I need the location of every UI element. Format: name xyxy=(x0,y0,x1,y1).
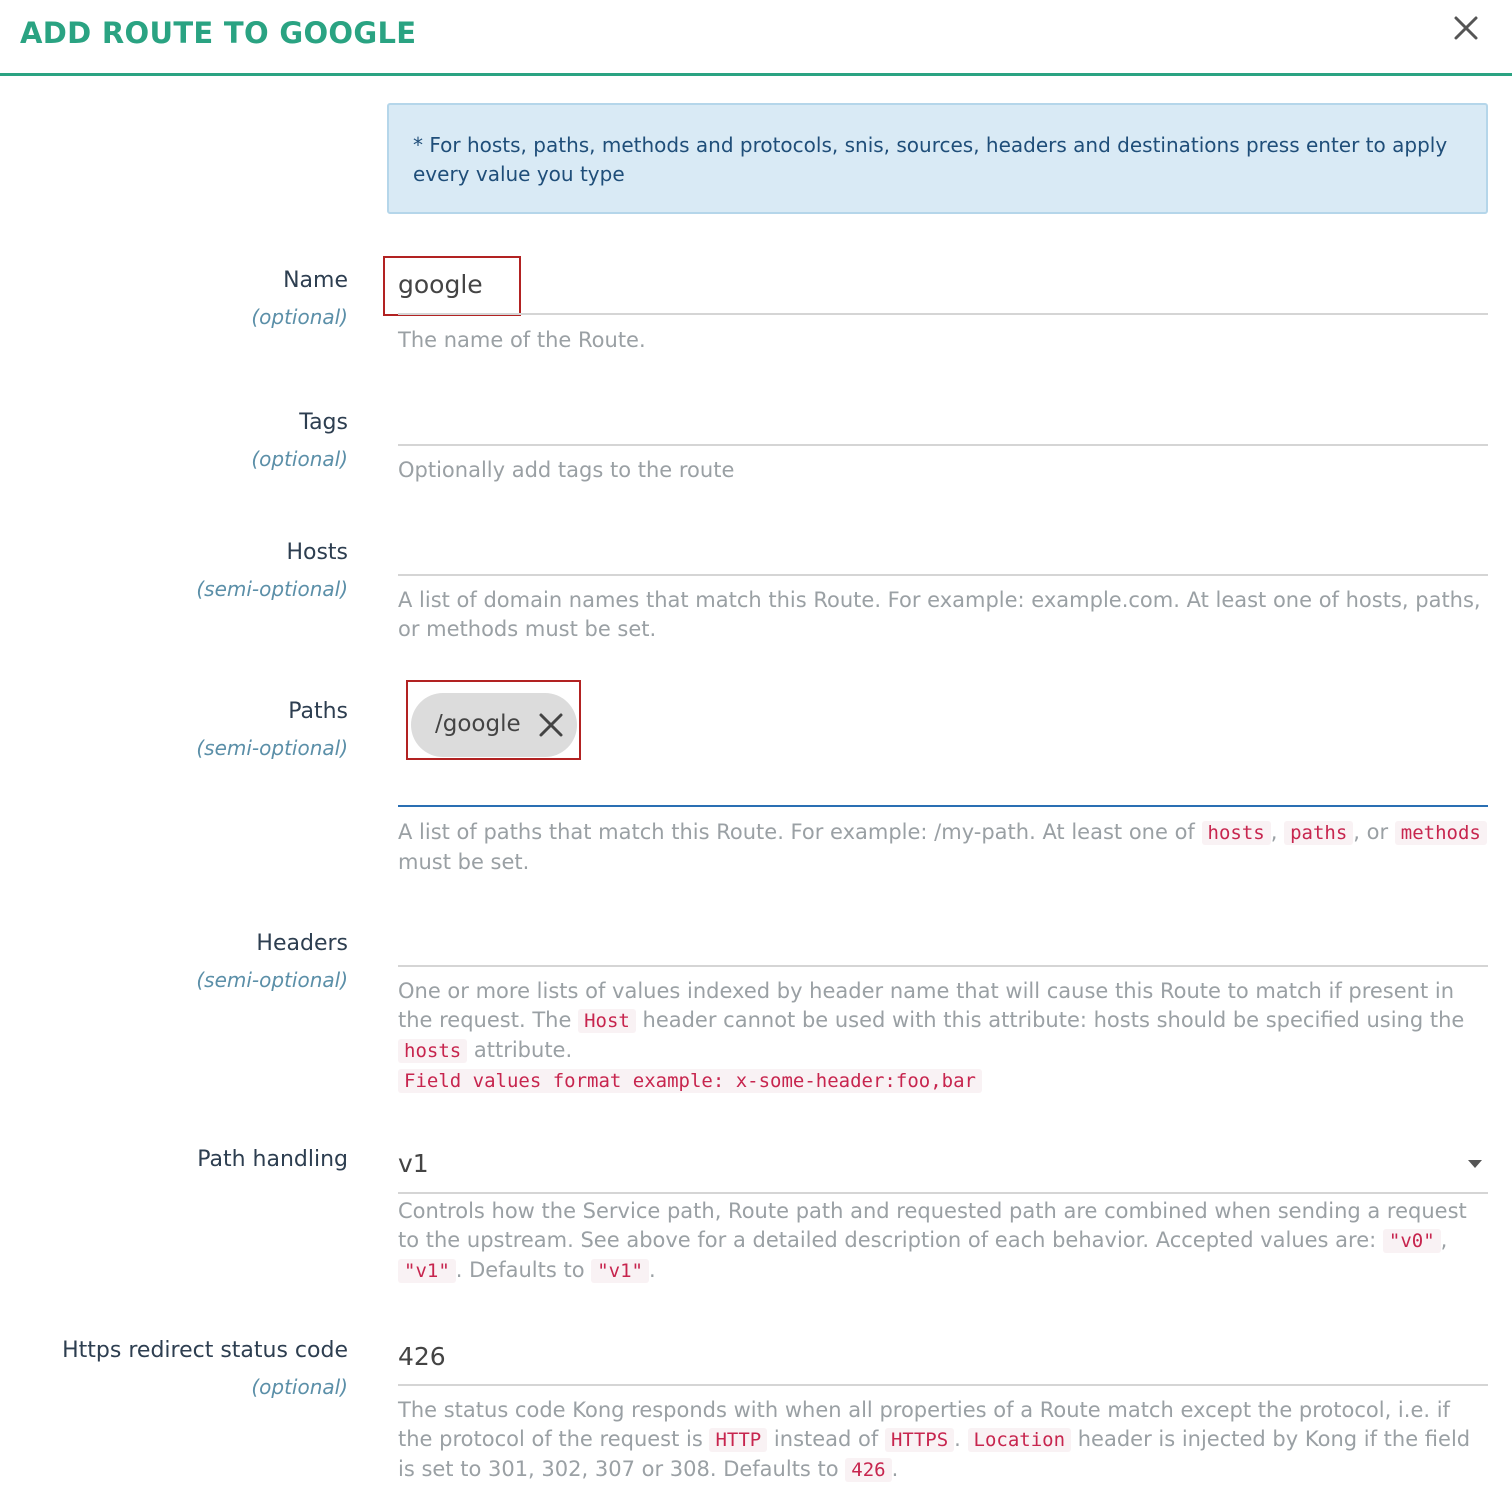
path-handling-help: Controls how the Service path, Route path and requested path are combined when sending a request to the upstream. See above for a detailed description of each behavior. Accepted values are: "v0" , "v1" . Defaults to "v1" . xyxy=(398,1199,1467,1282)
hosts-underline xyxy=(398,574,1488,576)
dialog-header xyxy=(0,0,1512,76)
code-hosts: hosts xyxy=(398,1039,467,1063)
code-paths: paths xyxy=(1284,821,1353,845)
name-help: The name of the Route. xyxy=(398,328,646,352)
code-v0: "v0" xyxy=(1383,1229,1441,1253)
paths-help: A list of paths that match this Route. For example: /my-path. At least one of hosts , paths , or methods must be set. xyxy=(398,818,1488,877)
tags-label: Tags xyxy=(299,410,348,435)
code-location: Location xyxy=(968,1428,1072,1452)
tags-underline xyxy=(398,444,1488,446)
dialog-title: ADD ROUTE TO GOOGLE xyxy=(20,16,417,50)
path-handling-label: Path handling xyxy=(197,1147,348,1172)
tags-input[interactable] xyxy=(398,405,1488,441)
paths-underline xyxy=(398,805,1488,807)
path-handling-select[interactable]: v1 xyxy=(398,1149,429,1178)
path-handling-underline xyxy=(398,1192,1488,1194)
tags-optional: (optional) xyxy=(251,447,348,471)
code-v1: "v1" xyxy=(398,1259,456,1283)
info-alert: * For hosts, paths, methods and protocols, snis, sources, headers and destinations press enter to apply every value you type xyxy=(387,103,1488,214)
hosts-semi-optional: (semi-optional) xyxy=(196,577,348,601)
hosts-input[interactable] xyxy=(398,535,1488,571)
code-http: HTTP xyxy=(709,1428,767,1452)
tags-help: Optionally add tags to the route xyxy=(398,458,735,482)
code-hosts: hosts xyxy=(1202,821,1271,845)
https-redirect-input[interactable]: 426 xyxy=(398,1342,446,1371)
path-chip[interactable] xyxy=(411,693,577,757)
code-https: HTTPS xyxy=(885,1428,954,1452)
close-icon[interactable] xyxy=(1448,10,1484,46)
code-426: 426 xyxy=(845,1458,891,1482)
path-chip-label: /google xyxy=(435,711,521,737)
code-host: Host xyxy=(578,1009,636,1033)
headers-input[interactable] xyxy=(398,926,1488,962)
headers-label: Headers xyxy=(256,931,348,956)
headers-underline xyxy=(398,965,1488,967)
https-redirect-label: Https redirect status code xyxy=(62,1338,348,1363)
code-methods: methods xyxy=(1395,821,1487,845)
name-highlight xyxy=(383,256,521,316)
name-underline xyxy=(398,313,1488,315)
https-redirect-optional: (optional) xyxy=(251,1375,348,1399)
chevron-down-icon[interactable] xyxy=(1468,1160,1482,1168)
name-label: Name xyxy=(283,268,348,293)
hosts-help: A list of domain names that match this Route. For example: example.com. At least one of hosts, paths, or methods must be set. xyxy=(398,588,1481,641)
name-optional: (optional) xyxy=(251,305,348,329)
https-redirect-underline xyxy=(398,1384,1488,1386)
paths-semi-optional: (semi-optional) xyxy=(196,736,348,760)
code-format-example: Field values format example: x-some-header:foo,bar xyxy=(398,1069,982,1093)
paths-label: Paths xyxy=(288,699,348,724)
https-redirect-help: The status code Kong responds with when all properties of a Route match except the protocol, i.e. if the protocol of the request is HTTP instead of HTTPS . Location header is injected by Kong if the field is set to 301, 302, 307 or 308. Defaults to 426 . xyxy=(398,1398,1471,1481)
chip-remove-icon[interactable] xyxy=(537,711,565,739)
code-v1-default: "v1" xyxy=(591,1259,649,1283)
headers-help: One or more lists of values indexed by header name that will cause this Route to match if present in the request. The Host header cannot be used with this attribute: hosts should be specified using the hosts attribute. Field values format example: x-some-header:foo,bar xyxy=(398,979,1465,1092)
headers-semi-optional: (semi-optional) xyxy=(196,968,348,992)
hosts-label: Hosts xyxy=(286,540,348,565)
name-input[interactable]: google xyxy=(398,270,483,299)
